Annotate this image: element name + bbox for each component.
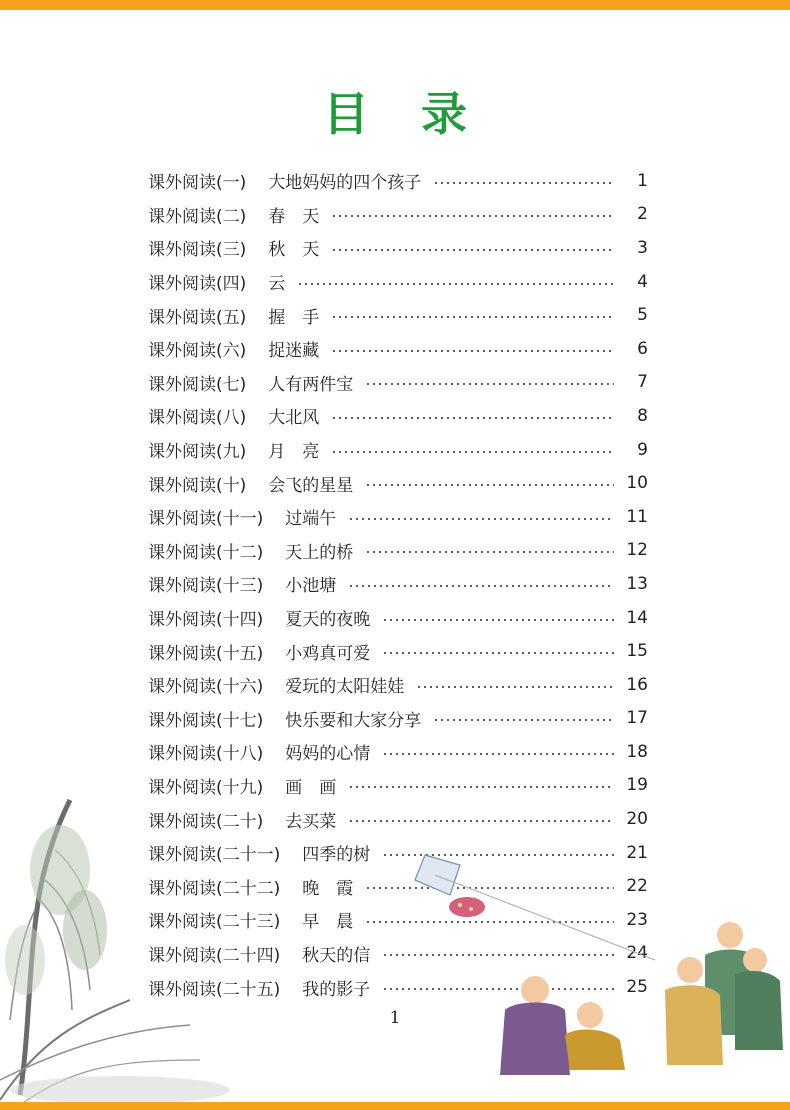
toc-entry [148,164,648,198]
toc-entry-title: 会飞的星星 [268,475,354,496]
toc-entry-label: 课外阅读(八) [148,408,247,429]
toc-leader-dots [297,283,614,285]
toc-entry-page: 13 [626,573,648,594]
toc-entry-title: 握 手 [268,307,320,328]
toc-entry-label: 课外阅读(十七) [148,710,264,731]
toc-entry-label: 课外阅读(五) [148,307,247,328]
toc-entry-page: 8 [637,405,648,426]
bottom-orange-bar [0,1102,790,1110]
top-orange-bar [0,0,790,10]
toc-leader-dots [433,182,614,184]
toc-entry-label: 课外阅读(二十) [148,811,264,832]
toc-leader-dots [348,786,614,788]
toc-entry [148,332,648,366]
toc-entry [148,735,648,769]
willow-tree-illustration [0,790,230,1105]
toc-entry-page: 17 [626,708,648,729]
toc-entry [148,265,648,299]
toc-entry-page: 18 [626,741,648,762]
toc-leader-dots [331,451,614,453]
toc-entry-page: 6 [637,338,648,359]
toc-entry-label: 课外阅读(二十三) [148,912,281,933]
toc-entry-label: 课外阅读(十二) [148,542,264,563]
toc-entry-label: 课外阅读(三) [148,240,247,261]
toc-entry-page: 25 [626,977,648,998]
toc-entry-title: 四季的树 [302,845,371,866]
toc-entry-title: 早 晨 [302,912,354,933]
toc-entry-label: 课外阅读(二十四) [148,945,281,966]
toc-entry-title: 秋 天 [268,240,320,261]
toc-entry-label: 课外阅读(四) [148,274,247,295]
toc-entry-page: 4 [637,271,648,292]
toc-entry-page: 10 [626,473,648,494]
toc-entry-label: 课外阅读(十一) [148,509,264,530]
toc-entry [148,500,648,534]
toc-entry-page: 15 [626,641,648,662]
toc-entry-title: 小池塘 [285,576,337,597]
toc-entry [148,298,648,332]
toc-entry-title: 月 亮 [268,442,320,463]
toc-entry-label: 课外阅读(二十二) [148,878,281,899]
toc-entry-page: 20 [626,809,648,830]
toc-entry-label: 课外阅读(二十五) [148,979,281,1000]
toc-entry-page: 12 [626,540,648,561]
toc-entry-page: 14 [626,607,648,628]
toc-leader-dots [382,619,614,621]
toc-entry-title: 爱玩的太阳娃娃 [285,677,405,698]
toc-leader-dots [331,249,614,251]
toc-entry-title: 云 [268,274,286,295]
toc-entry-title: 天上的桥 [285,542,354,563]
toc-leader-dots [348,518,614,520]
toc-entry-title: 过端午 [285,509,337,530]
toc-entry-title: 捉迷藏 [268,341,320,362]
toc-entry-label: 课外阅读(二) [148,206,247,227]
toc-entry-label: 课外阅读(七) [148,374,247,395]
toc-leader-dots [348,820,614,822]
toc-entry-page: 11 [626,506,648,527]
toc-leader-dots [433,719,614,721]
toc-entry-title: 我的影子 [302,979,371,1000]
toc-entry [148,433,648,467]
toc-entry-label: 课外阅读(十三) [148,576,264,597]
toc-entry [148,399,648,433]
toc-entry-title: 秋天的信 [302,945,371,966]
toc-leader-dots [416,686,614,688]
toc-entry-title: 快乐要和大家分享 [285,710,422,731]
toc-entry-label: 课外阅读(六) [148,341,247,362]
toc-entry [148,634,648,668]
toc-leader-dots [331,417,614,419]
toc-entry-page: 1 [637,170,648,191]
toc-entry-page: 24 [626,943,648,964]
toc-entry-title: 人有两件宝 [268,374,354,395]
toc-entry [148,702,648,736]
toc-entry-label: 课外阅读(九) [148,442,247,463]
page-title: 目 录 [322,87,485,141]
toc-entry-title: 春 天 [268,206,320,227]
toc-leader-dots [331,316,614,318]
toc-leader-dots [331,215,614,217]
toc-entry-title: 大地妈妈的四个孩子 [268,173,422,194]
page-number: 1 [389,1008,401,1028]
toc-entry [148,567,648,601]
toc-entry [148,534,648,568]
toc-leader-dots [365,383,614,385]
toc-entry [148,366,648,400]
toc-entry-page: 9 [637,439,648,460]
toc-entry [148,601,648,635]
toc-entry [148,466,648,500]
toc-entry-label: 课外阅读(十六) [148,677,264,698]
toc-entry-page: 5 [637,305,648,326]
toc-entry-label: 课外阅读(十四) [148,610,264,631]
toc-entry-page: 16 [626,674,648,695]
toc-entry-page: 22 [626,876,648,897]
toc-entry-label: 课外阅读(十) [148,475,247,496]
toc-leader-dots [348,585,614,587]
toc-entry [148,231,648,265]
toc-entry-title: 夏天的夜晚 [285,610,371,631]
toc-leader-dots [382,753,614,755]
toc-entry-label: 课外阅读(十九) [148,777,264,798]
toc-entry-title: 大北风 [268,408,320,429]
toc-entry-page: 2 [637,204,648,225]
toc-entry-title: 去买菜 [285,811,337,832]
toc-entry-page: 7 [637,372,648,393]
toc-leader-dots [365,484,614,486]
toc-entry-label: 课外阅读(十八) [148,744,264,765]
toc-entry-label: 课外阅读(一) [148,173,247,194]
toc-entry-page: 19 [626,775,648,796]
toc-entry [148,668,648,702]
toc-entry-page: 23 [626,909,648,930]
toc-leader-dots [365,551,614,553]
children-flying-kite-illustration [405,835,790,1105]
toc-entry [148,198,648,232]
toc-entry-title: 妈妈的心情 [285,744,371,765]
toc-leader-dots [331,350,614,352]
toc-entry-label: 课外阅读(二十一) [148,845,281,866]
toc-entry-title: 画 画 [285,777,337,798]
toc-entry-title: 晚 霞 [302,878,354,899]
toc-entry-title: 小鸡真可爱 [285,643,371,664]
toc-leader-dots [382,652,614,654]
toc-entry-page: 21 [626,842,648,863]
toc-entry-page: 3 [637,237,648,258]
toc-entry-label: 课外阅读(十五) [148,643,264,664]
